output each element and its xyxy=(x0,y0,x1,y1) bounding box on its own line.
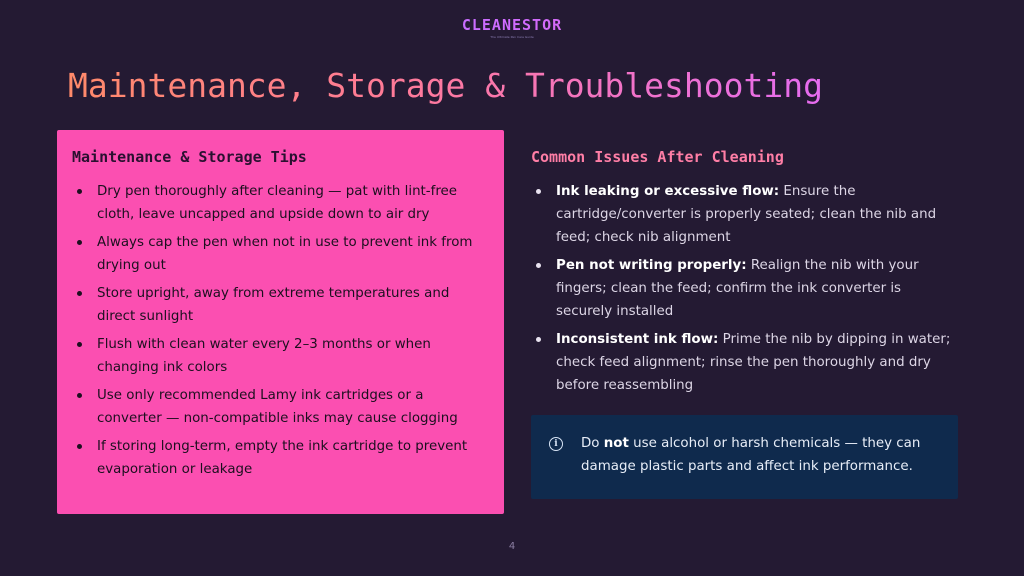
issue-label: Pen not writing properly: xyxy=(556,258,747,273)
issue-text: Realign the nib with your fingers; clean the feed; confirm the ink converter is securely installed xyxy=(556,258,919,319)
warning-note xyxy=(531,415,958,499)
logo-tagline: The Ultimate Pen Care Guide xyxy=(490,35,534,39)
list-item: Dry pen thoroughly after cleaning — pat with lint-free cloth, leave uncapped and upside down to air dry xyxy=(72,180,488,226)
common-issues-list xyxy=(531,180,961,397)
logo xyxy=(0,16,1024,39)
note-suffix: use alcohol or harsh chemicals — they can damage plastic parts and affect ink performance. xyxy=(581,436,921,474)
list-item: Always cap the pen when not in use to prevent ink from drying out xyxy=(72,231,488,277)
page-number: 4 xyxy=(508,541,516,552)
issue-label: Ink leaking or excessive flow: xyxy=(556,184,780,199)
list-item: If storing long-term, empty the ink cartridge to prevent evaporation or leakage xyxy=(72,435,488,481)
common-issues-section xyxy=(531,130,961,402)
list-item xyxy=(531,254,961,323)
issue-text: Prime the nib by dipping in water; check feed alignment; rinse the pen thoroughly and dry before reassembling xyxy=(556,332,951,393)
maintenance-tips-heading: Maintenance & Storage Tips xyxy=(72,148,307,166)
note-emphasis: not xyxy=(603,436,629,451)
list-item xyxy=(531,328,961,397)
list-item: Flush with clean water every 2–3 months or when changing ink colors xyxy=(72,333,488,379)
common-issues-heading: Common Issues After Cleaning xyxy=(531,148,784,166)
logo-wordmark: CLEANESTOR xyxy=(0,16,1024,34)
issue-label: Inconsistent ink flow: xyxy=(556,332,719,347)
list-item xyxy=(531,180,961,249)
info-icon: i xyxy=(549,437,563,451)
list-item: Store upright, away from extreme temperatures and direct sunlight xyxy=(72,282,488,328)
maintenance-tips-list xyxy=(72,180,488,481)
issue-text: Ensure the cartridge/converter is properly seated; clean the nib and feed; check nib alignment xyxy=(556,184,937,245)
maintenance-tips-card xyxy=(57,130,504,514)
page-title: Maintenance, Storage & Troubleshooting xyxy=(68,66,823,105)
note-prefix: Do xyxy=(581,436,604,451)
list-item: Use only recommended Lamy ink cartridges or a converter — non-compatible inks may cause clogging xyxy=(72,384,488,430)
